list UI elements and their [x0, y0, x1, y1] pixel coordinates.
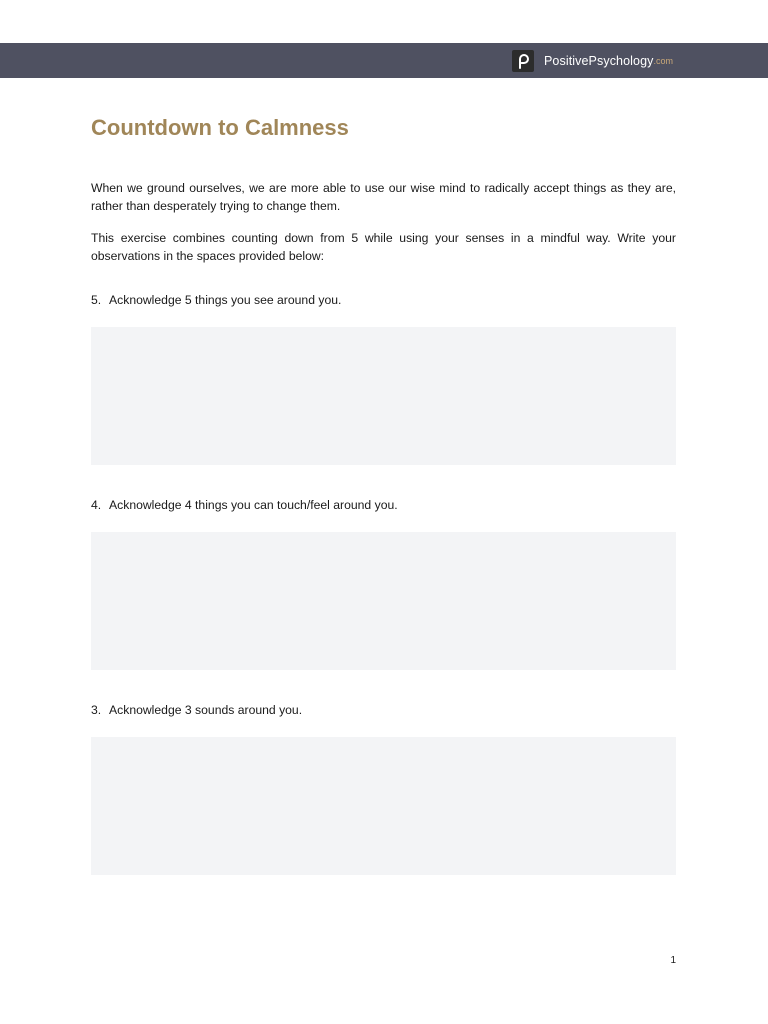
question-5	[91, 293, 341, 307]
intro-paragraph: When we ground ourselves, we are more able to use our wise mind to radically accept things as they are, rather than desperately trying to change them.	[91, 181, 676, 213]
brand	[512, 50, 673, 72]
question-4	[91, 498, 398, 512]
question-text: Acknowledge 3 sounds around you.	[109, 703, 303, 717]
header-bar	[0, 43, 768, 78]
question-number: 5.	[91, 293, 102, 307]
question-text: Acknowledge 4 things you can touch/feel around you.	[109, 498, 398, 512]
question-3	[91, 703, 302, 717]
brand-tld: .com	[653, 56, 673, 66]
page-number: 1	[670, 955, 676, 966]
question-text: Acknowledge 5 things you see around you.	[109, 293, 342, 307]
positive-psychology-p-logo-icon	[512, 50, 534, 72]
question-number: 4.	[91, 498, 102, 512]
brand-name: PositivePsychology	[543, 54, 654, 68]
answer-box-4[interactable]	[91, 532, 676, 670]
answer-box-5[interactable]	[91, 327, 676, 465]
answer-box-3[interactable]	[91, 737, 676, 875]
instructions-paragraph: This exercise combines counting down from 5 while using your senses in a mindful way. Write your observations in the spaces provided below:	[91, 231, 676, 263]
page-title: Countdown to Calmness	[91, 115, 349, 140]
question-number: 3.	[91, 703, 102, 717]
